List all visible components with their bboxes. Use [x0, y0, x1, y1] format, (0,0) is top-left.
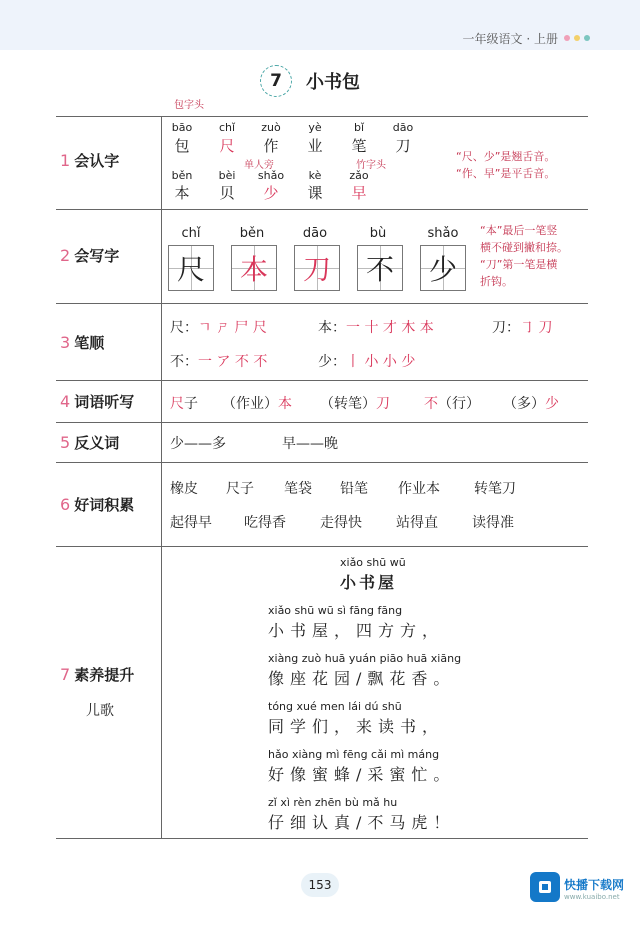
annotation-radical: 单人旁	[244, 160, 274, 171]
hanzi: 包	[174, 137, 190, 155]
dictation-item: （转笔）刀	[320, 396, 390, 412]
word-item: 吃得香	[244, 515, 286, 531]
poem-title-pinyin: xiǎo shū wū	[340, 556, 406, 569]
hanzi: 尺	[219, 137, 235, 155]
pinyin: běn	[239, 226, 265, 241]
poem-pinyin: zǐ xì rèn zhēn bù mǎ hu	[268, 796, 398, 809]
hanzi: 贝	[219, 184, 235, 202]
poem-line: 小书屋，四方方，	[268, 621, 445, 640]
poem-line: 好像蜜蜂/采蜜忙。	[268, 765, 456, 784]
dot-yellow	[574, 35, 580, 41]
hanzi: 作	[263, 137, 279, 155]
dictation-item: （多）少	[503, 396, 559, 412]
writing-grid: 尺	[168, 245, 214, 291]
section-recognize: 1 会认字	[60, 151, 120, 170]
chapter-name: 小书包	[306, 72, 360, 93]
section-good-words: 6 好词积累	[60, 495, 135, 514]
pinyin: dāo	[302, 226, 328, 241]
hanzi: 课	[307, 184, 323, 202]
writing-note: “本”最后一笔竖 横不碰到撇和捺。 “刀”第一笔是横 折钩。	[480, 224, 568, 288]
annotation-radical: 包字头	[174, 100, 204, 111]
dictation-item: （作业）本	[222, 396, 292, 412]
antonym-pair: 早——晚	[282, 436, 338, 452]
table-divider	[56, 422, 588, 423]
pinyin: chǐ	[181, 226, 201, 241]
table-divider	[56, 462, 588, 463]
writing-grid: 本	[231, 245, 277, 291]
dictation-item: 尺子	[170, 396, 198, 412]
pronunciation-note: “尺、少”是翘舌音。 “作、早”是平舌音。	[456, 150, 556, 180]
page-number: 153	[301, 873, 339, 897]
stroke-order: 少：丨 小 小 少	[318, 354, 416, 370]
table-divider	[56, 546, 588, 547]
word-item: 笔袋	[284, 481, 312, 497]
poem-line: 像座花园/飘花香。	[268, 669, 456, 688]
word-item: 起得早	[170, 515, 212, 531]
word-item: 铅笔	[340, 481, 368, 497]
word-item: 转笔刀	[474, 481, 516, 497]
pinyin: zuò	[261, 121, 281, 134]
stroke-order: 不：一 ア 不 不	[170, 354, 268, 370]
writing-grid: 刀	[294, 245, 340, 291]
pinyin: běn	[171, 169, 193, 182]
dot-teal	[584, 35, 590, 41]
pinyin: bèi	[218, 169, 236, 182]
word-item: 橡皮	[170, 481, 198, 497]
dictation-item: 不（行）	[424, 396, 480, 412]
poem-pinyin: xiàng zuò huā yuán piāo huā xiāng	[268, 652, 462, 665]
table-border	[56, 116, 588, 117]
table-column-divider	[161, 116, 162, 839]
word-item: 作业本	[398, 481, 440, 497]
writing-grid: 少	[420, 245, 466, 291]
pinyin: bǐ	[353, 121, 365, 134]
hanzi: 少	[263, 184, 279, 202]
table-border	[56, 838, 588, 839]
section-strokes: 3 笔顺	[60, 333, 105, 352]
table-divider	[56, 380, 588, 381]
poem-title: 小书屋	[340, 573, 398, 592]
stroke-order: 本：一 十 才 木 本	[318, 320, 434, 336]
pinyin: yè	[308, 121, 322, 134]
writing-grid: 不	[357, 245, 403, 291]
pinyin: chǐ	[218, 121, 236, 134]
watermark-url: www.kuaibo.net	[564, 893, 620, 901]
annotation-radical: 竹字头	[356, 160, 386, 171]
antonym-pair: 少——多	[170, 436, 226, 452]
word-item: 尺子	[226, 481, 254, 497]
pinyin: kè	[308, 169, 322, 182]
watermark-logo-icon	[530, 872, 560, 902]
pinyin: dāo	[392, 121, 414, 134]
poem-pinyin: tóng xué men lái dú shū	[268, 700, 402, 713]
hanzi: 业	[307, 137, 323, 155]
pinyin: shǎo	[427, 226, 459, 241]
hanzi: 笔	[351, 137, 367, 155]
book-label: 一年级语文 · 上册	[462, 32, 558, 46]
poem-line: 同学们，来读书，	[268, 717, 445, 736]
table-divider	[56, 303, 588, 304]
poem-pinyin: hǎo xiàng mì fēng cǎi mì máng	[268, 748, 440, 761]
chapter-number: 7	[260, 65, 292, 97]
section-literacy-sub: 儿歌	[86, 703, 114, 719]
section-antonyms: 5 反义词	[60, 433, 120, 452]
poem-line: 仔细认真/不马虎！	[268, 813, 456, 832]
word-item: 读得准	[472, 515, 514, 531]
page-title	[260, 64, 360, 98]
table-divider	[56, 209, 588, 210]
pinyin: shǎo	[257, 169, 285, 182]
section-write: 2 会写字	[60, 246, 120, 265]
pinyin: zǎo	[349, 169, 369, 182]
hanzi: 早	[351, 184, 367, 202]
watermark-name: 快播下载网	[564, 878, 625, 892]
dot-pink	[564, 35, 570, 41]
word-item: 走得快	[320, 515, 362, 531]
pinyin: bù	[369, 226, 387, 241]
hanzi: 刀	[395, 137, 411, 155]
hanzi: 本	[174, 184, 190, 202]
poem-pinyin: xiǎo shū wū sì fāng fāng	[268, 604, 403, 617]
word-item: 站得直	[396, 515, 438, 531]
section-dictation: 4 词语听写	[60, 392, 135, 411]
stroke-order: 尺：ㄱ ㄕ 尸 尺	[170, 320, 267, 336]
stroke-order: 刀：㇆ 刀	[492, 320, 553, 336]
pinyin: bāo	[171, 121, 193, 134]
section-literacy: 7 素养提升	[60, 665, 135, 684]
